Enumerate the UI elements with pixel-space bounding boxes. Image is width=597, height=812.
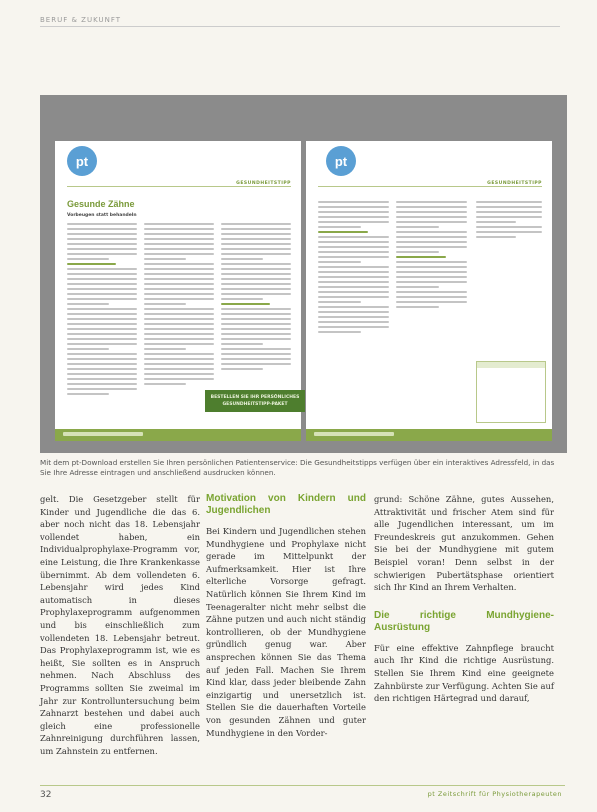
body-column-2 bbox=[206, 493, 366, 739]
body-paragraph: Bei Kindern und Jugendlichen stehen Mundhygiene und Prophylaxe nicht gerade im Mittelpunkt der Aufmerksamkeit. Hier ist Ihre elterliche Vorsorge gefragt. Natürlich können Sie Ihrem Kind im Teenageralter nicht mehr selbst die Zähne putzen und auch nicht ständig kontrollieren, ob der Mundhygiene gründlich genug war. Aber ansprechen können Sie das Thema auf jeden Fall. Machen Sie Ihrem Kind klar, dass jeder bleibende Zahn einzigartig und unersetzlich ist. Stellen Sie die dauerhaften Vorteile von gesunden Zähnen und guter Mundhygiene in den Vorder- bbox=[206, 526, 366, 738]
section-heading-motivation: Motivation von Kindern und Jugendlichen bbox=[206, 493, 366, 516]
pt-logo: pt bbox=[326, 146, 356, 176]
leaflet-footer-bar bbox=[55, 429, 301, 441]
leaflet-column bbox=[318, 201, 389, 421]
body-column-1: gelt. Die Gesetzgeber stellt für Kinder und Jugendliche die das 6. aber noch nicht das 18. Lebensjahr vollendet haben, ein Individualprophylaxe-Programm vor, eine Leistung, die Ihre Krankenkasse übernimmt. Ab dem vollendeten 6. Lebensjahr wird jedes Kind automatisch in dieses Prophylaxeprogramm aufgenommen und bis einschließlich zum vollendeten 18. Lebensjahr betreut. Das Prophylaxeprogramm ist, wie es heißt, Sie sollten es in Anspruch nehmen. Nach Abschluss des Programms sollten Sie zweimal im Jahr zur Kontrolluntersuchung beim Zahnarzt bestehen und dabei auch gleich eine professionelle Zahnreinigung durchführen lassen, um Zahnstein zu entfernen. bbox=[40, 494, 200, 756]
body-column-3 bbox=[374, 493, 554, 705]
leaflet-title: Gesunde Zähne bbox=[67, 199, 135, 209]
brand-label: GESUNDHEITSTIPP bbox=[487, 181, 542, 186]
leaflet-text-columns bbox=[476, 201, 542, 251]
brand-rule bbox=[318, 186, 542, 187]
leaflet-column bbox=[396, 201, 467, 421]
page-number: 32 bbox=[40, 790, 52, 800]
body-paragraph: grund: Schöne Zähne, gutes Aussehen, Attraktivität und frischer Atem sind für alle Jugendlichen interessant, um im Freundeskreis gut anzukommen. Gehen Sie bei der Mundhygiene mit gutem Beispiel voran! Denn selbst in der schwierigen Pubertätsphase orientiert sich Ihr Kind an Ihrem Verhalten. bbox=[374, 494, 554, 593]
section-heading-ausruestung: Die richtige Mundhygiene-Ausrüstung bbox=[374, 609, 554, 633]
leaflet-page-right bbox=[306, 141, 552, 441]
brand-label: GESUNDHEITSTIPP bbox=[236, 181, 291, 186]
leaflet-column bbox=[476, 201, 542, 251]
brand-rule bbox=[67, 186, 291, 187]
figure-caption: Mit dem pt-Download erstellen Sie Ihren persönlichen Patientenservice: Die Gesundheitstipps verfügen über ein interaktives Adressfeld, in das Sie Ihre Adresse eintragen und anschließend ausdrucken können. bbox=[40, 458, 555, 477]
section-header: BERUF & ZUKUNFT bbox=[40, 16, 122, 24]
pt-logo: pt bbox=[67, 146, 97, 176]
leaflet-column bbox=[144, 223, 214, 421]
body-paragraph: Für eine effektive Zahnpflege braucht auch Ihr Kind die richtige Ausrüstung. Stellen Sie Ihrem Kind eine geeignete Zahnbürste zur Verfügung. Achten Sie auf den richtigen Härtegrad und darauf, bbox=[374, 642, 554, 704]
address-field bbox=[476, 361, 546, 423]
order-line-2: GESUNDHEITSTIPP-PAKET bbox=[222, 402, 288, 407]
order-banner bbox=[205, 390, 305, 412]
footer-publication: pt Zeitschrift für Physiotherapeuten bbox=[427, 790, 562, 798]
leaflet-column bbox=[67, 223, 137, 421]
leaflet-text-columns bbox=[318, 201, 467, 421]
order-line-1: BESTELLEN SIE IHR PERSÖNLICHES bbox=[210, 395, 300, 400]
header-rule bbox=[40, 26, 560, 27]
footer-rule bbox=[40, 785, 565, 786]
leaflet-figure bbox=[40, 95, 567, 453]
leaflet-subtitle: Vorbeugen statt behandeln bbox=[67, 213, 137, 218]
leaflet-footer-bar bbox=[306, 429, 552, 441]
